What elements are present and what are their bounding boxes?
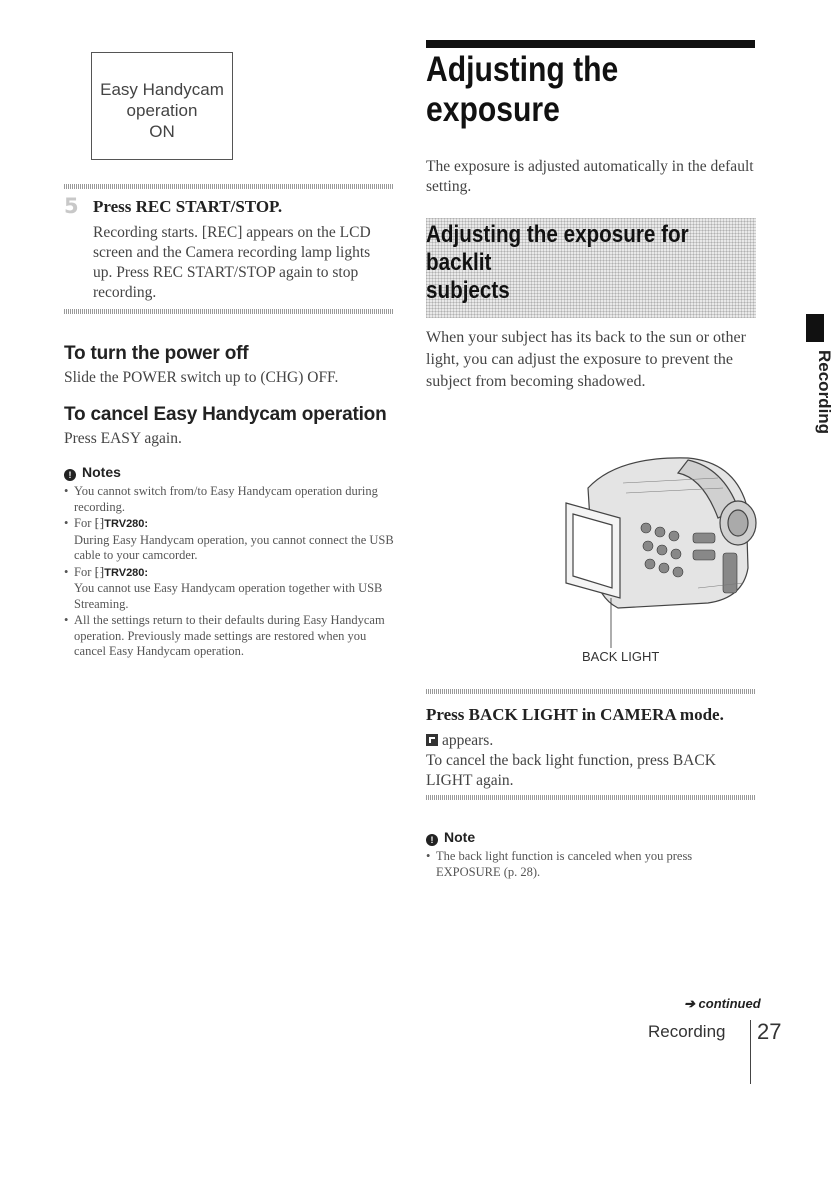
- step-title: Press REC START/STOP.: [93, 197, 283, 216]
- lcd-line: ON: [149, 122, 175, 141]
- title-rule: [426, 40, 755, 48]
- model-badge-icon: ⁅⁆: [94, 516, 105, 530]
- list-item: • All the settings return to their defaults during Easy Handycam operation. Previously made settings are restored when you cancel Easy Handycam operation.: [64, 613, 394, 660]
- back-light-callout: BACK LIGHT: [582, 649, 660, 664]
- section-heading-line: Adjusting the exposure for backlit: [426, 221, 689, 276]
- intro-text: The exposure is adjusted automatically in the default setting.: [426, 158, 754, 195]
- lcd-line: Easy Handycam: [100, 80, 224, 99]
- dotted-divider: [64, 309, 394, 314]
- notes-heading: ! Notes: [64, 464, 121, 481]
- power-off-heading: To turn the power off: [64, 343, 249, 364]
- camcorder-illustration: [548, 448, 768, 648]
- lcd-screen-illustration: [91, 52, 233, 160]
- model-badge: TRV280:: [104, 566, 149, 579]
- dotted-divider: [64, 184, 394, 189]
- footer-section-name: Recording: [648, 1022, 726, 1041]
- list-item: • For ⁅⁆TRV280: You cannot use Easy Handycam operation together with USB Streaming.: [64, 565, 394, 613]
- dotted-divider: [426, 795, 756, 800]
- instruction-title: Press BACK LIGHT in CAMERA mode.: [426, 705, 724, 724]
- backlit-description: When your subject has its back to the sun or other light, you can adjust the exposure to prevent the subject from becoming shadowed.: [426, 329, 746, 390]
- instruction-text: appears. To cancel the back light function, press BACK LIGHT again.: [426, 732, 716, 789]
- list-item: • The back light function is canceled when you press EXPOSURE (p. 28).: [426, 849, 756, 880]
- page-title: Adjusting the exposure: [426, 50, 619, 129]
- model-badge: TRV280:: [104, 518, 149, 530]
- cancel-easy-text: Press EASY again.: [64, 430, 182, 447]
- cancel-easy-heading: To cancel Easy Handycam operation: [64, 404, 387, 425]
- continued-indicator: ➔ continued: [684, 996, 761, 1011]
- note-icon: !: [64, 469, 76, 481]
- dotted-divider: [426, 689, 756, 694]
- notes-list: [64, 484, 394, 661]
- arrow-right-icon: ➔: [684, 996, 695, 1011]
- back-light-icon: [426, 734, 438, 746]
- model-badge-icon: ⁅⁆: [94, 564, 105, 579]
- list-item: • You cannot switch from/to Easy Handycam operation during recording.: [64, 484, 394, 515]
- list-item: • For ⁅⁆TRV280: During Easy Handycam operation, you cannot connect the USB cable to your camcorder.: [64, 516, 394, 564]
- section-heading-line: subjects: [426, 277, 510, 304]
- footer-divider: [750, 1020, 751, 1084]
- chapter-tab-label: Recording: [815, 350, 834, 435]
- chapter-tab-marker: [806, 314, 824, 342]
- note-list: [426, 849, 756, 880]
- page-number: 27: [757, 1019, 782, 1044]
- note-icon: !: [426, 834, 438, 846]
- step-text: Recording starts. [REC] appears on the LCD screen and the Camera recording lamp lights up. Press REC START/STOP again to stop recording.: [93, 224, 371, 301]
- step-number: 5: [64, 194, 79, 218]
- power-off-text: Slide the POWER switch up to (CHG) OFF.: [64, 369, 339, 386]
- section-heading-banner: [426, 218, 756, 318]
- note-heading: ! Note: [426, 829, 475, 846]
- lcd-line: operation: [126, 101, 198, 120]
